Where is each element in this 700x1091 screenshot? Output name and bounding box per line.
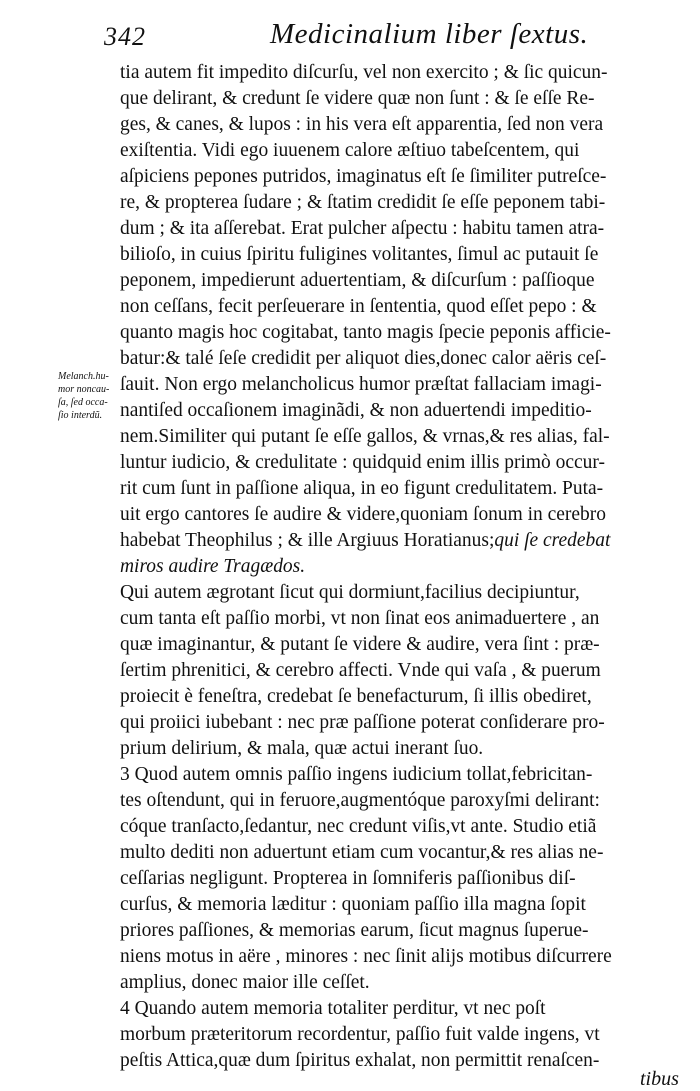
body-line: proiecit è feneſtra, credebat ſe benefacturum, ſi illis obediret, [120,685,592,707]
running-title: Medicinalium liber ſextus. [270,18,589,50]
body-line: peponem, impedierunt aduertentiam, & diſcurſum : paſſioque [120,269,595,291]
body-line: uit ergo cantores ſe audire & videre,quoniam ſonum in cerebro [120,503,606,525]
body-line: amplius, donec maior ille ceſſet. [120,971,370,993]
body-line: miros audire Tragædos. [120,555,306,577]
margin-note-line: ſio interdũ. [58,410,103,421]
body-line: cum tanta eſt paſſio morbi, vt non ſinat eos animaduertere , an [120,607,600,629]
body-line: qui proiici iubebant : nec præ paſſione poterat conſiderare pro- [120,711,605,733]
body-line: quanto magis hoc cogitabat, tanto magis ſpecie peponis afficie- [120,321,611,343]
body-line: batur:& talé ſeſe credidit per aliquot dies,donec calor aëris ceſ- [120,347,607,369]
margin-note-line: ſa, ſed occa- [58,397,108,408]
body-line: priores paſſiones, & memorias earum, ſicut magnus ſuperue- [120,919,589,941]
body-line: prium delirium, & mala, quæ actui inerant ſuo. [120,737,484,759]
body-line: tia autem fit impedito diſcurſu, vel non exercito ; & ſic quicun- [120,61,608,83]
body-line: nem.Similiter qui putant ſe eſſe gallos, & vrnas,& res alias, fal- [120,425,610,447]
body-line: morbum præteritorum recordentur, paſſio fuit valde ingens, vt [120,1023,600,1045]
catchword: tibus [640,1068,679,1090]
body-line [120,530,660,550]
body-line: que delirant, & credunt ſe videre quæ non ſunt : & ſe eſſe Re- [120,87,595,109]
body-line: niens motus in aëre , minores : nec ſinit alijs motibus diſcurrere [120,945,612,967]
margin-note [58,370,124,422]
body-line: 4 Quando autem memoria totaliter perditur, vt nec poſt [120,997,546,1019]
body-line: curſus, & memoria læditur : quoniam paſſio illa magna ſopit [120,893,586,915]
body-line: rit cum ſunt in paſſione aliqua, in eo figunt credulitatem. Puta- [120,477,604,499]
body-line: multo dediti non aduertunt etiam cum vocantur,& res alias ne- [120,841,604,863]
margin-note-line: mor noncau- [58,384,110,395]
body-line: luntur iudicio, & credulitate : quidquid enim illis primò occur- [120,451,605,473]
body-line: exiſtentia. Vidi ego iuuenem calore æſtiuo tabeſcentem, qui [120,139,580,161]
body-line: ſauit. Non ergo melancholicus humor præſtat fallaciam imagi- [120,373,602,395]
body-line: nantiſed occaſionem imaginãdi, & non aduertendi impeditio- [120,399,592,421]
margin-note-line: Melanch.hu- [58,371,109,382]
body-line: quæ imaginantur, & putant ſe videre & audire, vera ſint : præ- [120,633,600,655]
body-line: Qui autem ægrotant ſicut qui dormiunt,facilius decipiuntur, [120,581,580,603]
body-line: cóque tranſacto,ſedantur, nec credunt viſis,vt ante. Studio etiã [120,815,597,837]
body-line: 3 Quod autem omnis paſſio ingens iudicium tollat,febricitan- [120,763,593,785]
body-line: dum ; & ita aſſerebat. Erat pulcher aſpectu : habitu tamen atra- [120,217,605,239]
body-line: ges, & canes, & lupos : in his vera eſt apparentia, ſed non vera [120,113,604,135]
body-line: ſertim phrenitici, & cerebro affecti. Vnde qui vaſa , & puerum [120,659,601,681]
body-line: aſpiciens pepones putridos, imaginatus eſt ſe ſimiliter putreſce- [120,165,607,187]
body-line: tes oſtendunt, qui in feruore,augmentóque paroxyſmi delirant: [120,789,600,811]
body-line: bilioſo, in cuius ſpiritu fuligines volitantes, ſimul ac putauit ſe [120,243,599,265]
body-line: re, & propterea ſudare ; & ſtatim credidit ſe eſſe peponem tabi- [120,191,606,213]
italic-quote: qui ſe credebat [494,529,611,551]
body-line: non ceſſans, fecit perſeuerare in ſententia, quod eſſet pepo : & [120,295,597,317]
page-number: 342 [104,22,146,51]
body-line: peſtis Attica,quæ dum ſpiritus exhalat, non permittit renaſcen- [120,1049,600,1071]
body-line: ceſſarias negligunt. Propterea in ſomniferis paſſionibus diſ- [120,867,576,889]
body-line-text: habebat Theophilus ; & ille Argiuus Horatianus; [120,529,495,551]
